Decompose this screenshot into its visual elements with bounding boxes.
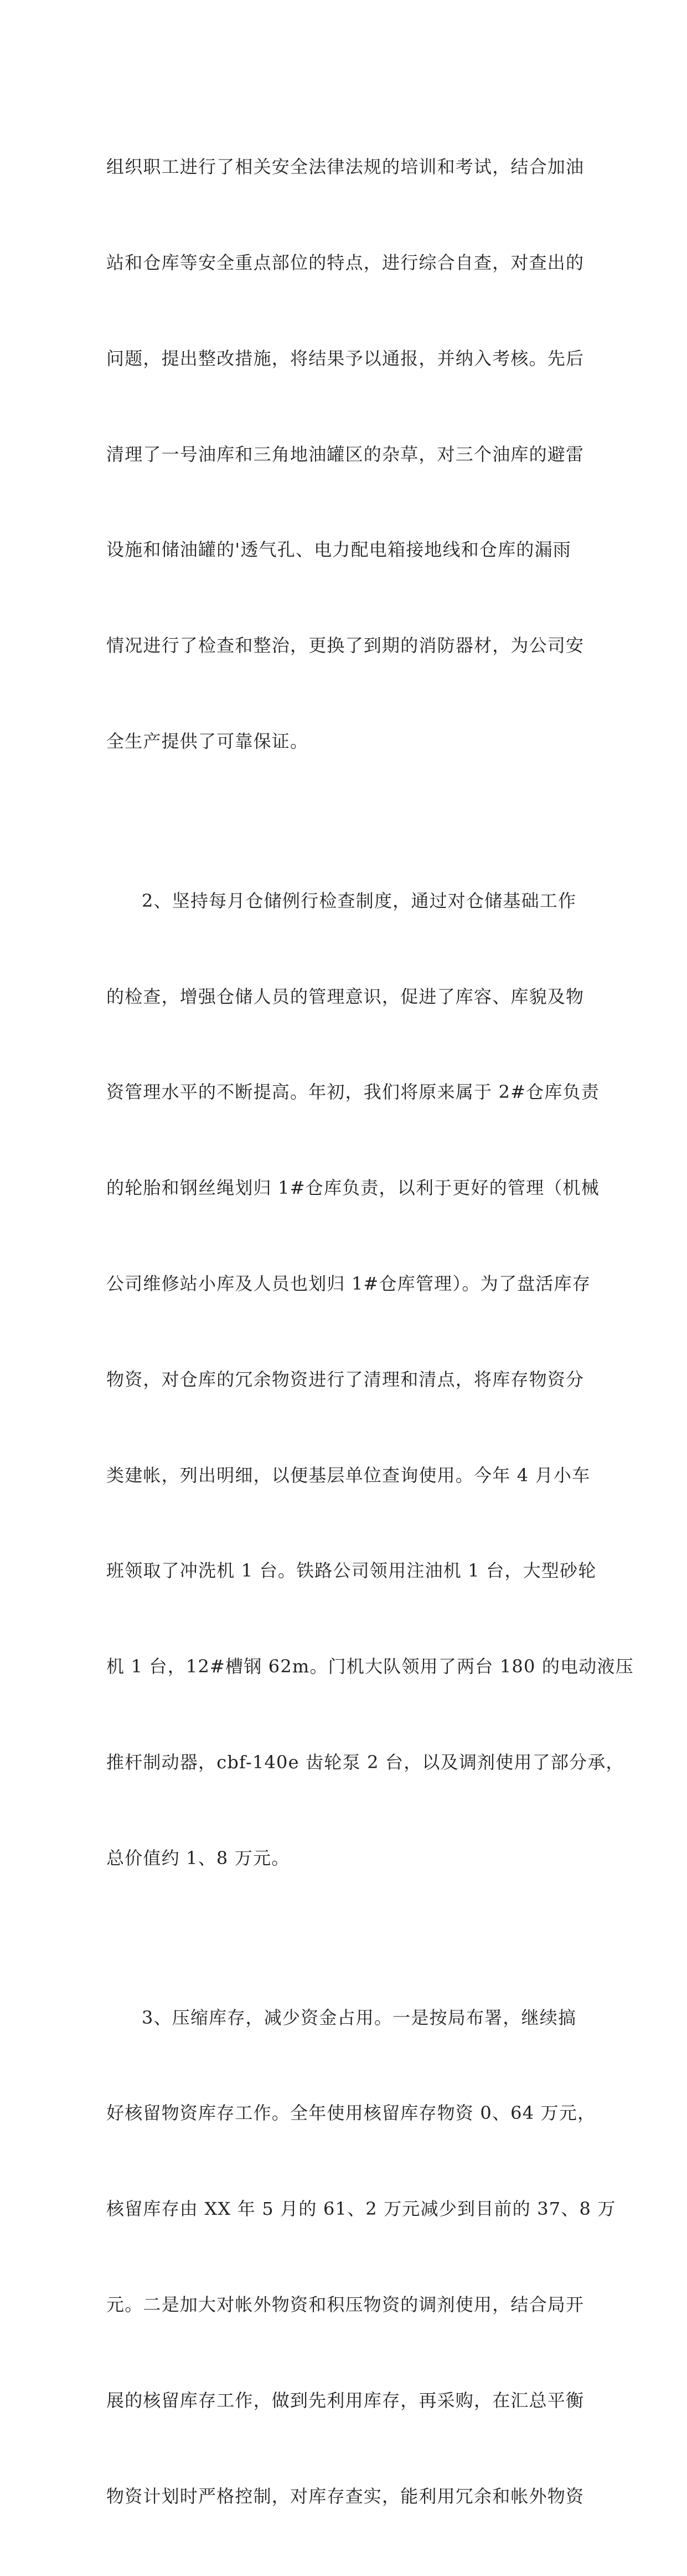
text-line: 设施和储油罐的'透气孔、电力配电箱接地线和仓库的漏雨 bbox=[106, 539, 571, 561]
text-line: 物资，对仓库的冗余物资进行了清理和清点，将库存物资分 bbox=[106, 1368, 585, 1390]
paragraph-1 bbox=[106, 88, 585, 822]
text-line: 情况进行了检查和整治，更换了到期的消防器材，为公司安 bbox=[106, 635, 585, 656]
text-line: 类建帐，列出明细，以便基层单位查询使用。今年 4 月小车 bbox=[106, 1464, 591, 1486]
paragraph-3 bbox=[106, 1938, 616, 2576]
text-line: 核留库存由 XX 年 5 月的 61、2 万元减少到目前的 37、8 万 bbox=[106, 2198, 616, 2220]
text-line-content: 3、压缩库存，减少资金占用。一是按局布署，继续搞 bbox=[142, 2007, 577, 2028]
text-line: 元。二是加大对帐外物资和积压物资的调剂使用，结合局开 bbox=[106, 2293, 585, 2315]
text-line-content: 2、坚持每月仓储例行检查制度，通过对仓储基础工作 bbox=[142, 890, 577, 911]
text-line-indented bbox=[106, 2002, 581, 2034]
text-line: 问题，提出整改措施，将结果予以通报，并纳入考核。先后 bbox=[106, 347, 585, 369]
text-line-indented bbox=[106, 885, 581, 917]
text-line: 机 1 台，12#槽钢 62m。门机大队领用了两台 180 的电动液压 bbox=[106, 1656, 634, 1677]
text-line: 好核留物资库存工作。全年使用核留库存物资 0、64 万元， bbox=[106, 2102, 596, 2124]
text-line: 组织职工进行了相关安全法律法规的培训和考试，结合加油 bbox=[106, 156, 585, 178]
text-line: 推杆制动器，cbf-140e 齿轮泵 2 台，以及调剂使用了部分承， bbox=[106, 1751, 624, 1773]
text-line: 清理了一号油库和三角地油罐区的杂草，对三个油库的避雷 bbox=[106, 443, 585, 465]
text-line: 的轮胎和钢丝绳划归 1#仓库负责，以利于更好的管理（机械 bbox=[106, 1177, 600, 1199]
text-line: 总价值约 1、8 万元。 bbox=[106, 1847, 290, 1869]
text-line: 公司维修站小库及人员也划归 1#仓库管理）。为了盘活库存 bbox=[106, 1272, 591, 1294]
text-line: 班领取了冲洗机 1 台。铁路公司领用注油机 1 台，大型砂轮 bbox=[106, 1560, 597, 1582]
document-body bbox=[106, 88, 634, 2576]
text-line: 展的核留库存工作，做到先利用库存，再采购，在汇总平衡 bbox=[106, 2389, 585, 2411]
text-line: 站和仓库等安全重点部位的特点，进行综合自查，对查出的 bbox=[106, 252, 585, 273]
paragraph-2 bbox=[106, 822, 634, 1938]
text-line: 资管理水平的不断提高。年初，我们将原来属于 2#仓库负责 bbox=[106, 1081, 600, 1103]
text-line: 的检查，增强仓储人员的管理意识，促进了库容、库貌及物 bbox=[106, 986, 585, 1007]
text-line: 全生产提供了可靠保证。 bbox=[106, 730, 309, 752]
text-line: 物资计划时严格控制，对库存查实，能利用冗余和帐外物资 bbox=[106, 2485, 585, 2507]
